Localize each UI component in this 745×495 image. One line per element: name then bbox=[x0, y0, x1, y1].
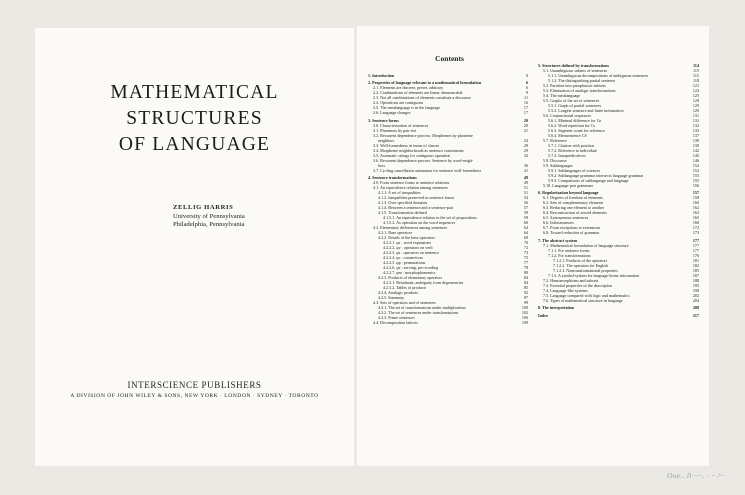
toc-entry-page: 21 bbox=[523, 127, 528, 133]
toc-entry-title: 4.2.3.2. Tables of products bbox=[383, 285, 427, 291]
toc-entry-title: 4.0. From sentence forms to sentence relations bbox=[373, 180, 450, 186]
toc-entry-page: 155 bbox=[692, 177, 699, 183]
toc-entry-page: 36 bbox=[523, 162, 528, 168]
toc-entry-page: 16 bbox=[523, 100, 528, 106]
toc-entry-page: 24 bbox=[523, 137, 528, 143]
toc-entry-title: 5.5.2. Longest sentence and finite information bbox=[548, 107, 624, 113]
toc-entry-page: 17 bbox=[523, 105, 528, 111]
toc-entry-title: 5.1.2. The distinguishing partial sentence bbox=[548, 77, 616, 83]
toc-entry-title: 6.8. Toward reduction of grammar bbox=[543, 230, 600, 236]
toc-entry-page: 177 bbox=[692, 237, 699, 243]
toc-entry-title: 4.3. Sets of operators and of sentences bbox=[373, 300, 436, 306]
toc-entry-title: 4.2.2.5. φp : permutations bbox=[383, 260, 426, 266]
toc-entry-title: 4.1.2. Inequalities preserved in sentence forms bbox=[378, 195, 455, 201]
toc-entry-page: 99 bbox=[523, 300, 528, 306]
toc-entry-page: 72 bbox=[523, 245, 528, 251]
toc-entry-page: 187 bbox=[692, 272, 699, 278]
title-line-2: STRUCTURES bbox=[126, 108, 263, 129]
toc-entry-title: neighbors bbox=[378, 137, 395, 143]
contents-page bbox=[357, 26, 709, 466]
toc-entry bbox=[538, 183, 699, 188]
toc-entry-title: 5.6.4. Metasentence CS bbox=[548, 132, 587, 138]
toc-entry-title: 6.6. Infrasentences bbox=[543, 220, 574, 226]
toc-entry-title: 4.1.3. Over specified domains bbox=[378, 200, 428, 206]
toc-column-right bbox=[538, 60, 699, 318]
toc-entry-page: 131 bbox=[692, 117, 699, 123]
toc-entry-title: 7.2. Homomorphisms and subsets bbox=[543, 277, 599, 283]
toc-entry-title: 5.7. Reference bbox=[543, 137, 567, 143]
toc-entry-title: 8. The interpretation bbox=[538, 305, 575, 311]
toc-entry-page: 195 bbox=[692, 282, 699, 288]
toc-entry-page: 158 bbox=[692, 195, 699, 201]
toc-entry-title: 6.4. Reconstruction of zeroed elements bbox=[543, 210, 607, 216]
toc-entry-page: 129 bbox=[692, 97, 699, 103]
toc-entry-title: 5.10. Language-pair grammars bbox=[543, 182, 594, 188]
toc-entry-title: 7.1.3. A symbol-system for language-borne information bbox=[548, 272, 640, 278]
title-line-3: OF LANGUAGE bbox=[118, 134, 271, 155]
toc-entry-title: 4.2.2.1. φs : word expansions bbox=[383, 240, 432, 246]
toc-entry-page: 106 bbox=[521, 315, 528, 321]
toc-entry-page: 57 bbox=[523, 205, 528, 211]
toc-entry-page: 139 bbox=[692, 142, 699, 148]
toc-entry-page: 6 bbox=[525, 85, 528, 91]
toc-entry-title: 3.6. Recurrent dependence process: Sentence by word-neigh- bbox=[373, 157, 474, 163]
toc-entry-page: 132 bbox=[692, 122, 699, 128]
toc-entry-title: 5.1.1. Unambiguous decompositions of ambiguous sentences bbox=[548, 72, 649, 78]
toc-entry-title: 3. Sentence forms bbox=[368, 117, 399, 123]
toc-entry-title: 5.6.2. Word repetition for Cs bbox=[548, 122, 596, 128]
toc-entry-title: 5. Structures defined by transformations bbox=[538, 62, 609, 68]
toc-entry bbox=[538, 298, 699, 303]
title-line-1: MATHEMATICAL bbox=[110, 82, 279, 103]
toc-entry-page: 20 bbox=[523, 122, 528, 128]
toc-entry-page: 152 bbox=[692, 162, 699, 168]
toc-entry-title: 5.6.1. Minimal difference for Cn bbox=[548, 117, 602, 123]
toc-entry-title: 4.2.3. Products of elementary operators bbox=[378, 275, 443, 281]
toc-entry-page: 182 bbox=[692, 262, 699, 268]
toc-entry-title: 5.5.1. Graph of partial sentences bbox=[548, 102, 602, 108]
toc-entry-title: 4.2.2.7. φm : morphophonemics bbox=[383, 270, 436, 276]
toc-entry-title: 7.1.2.2. The operators for English bbox=[553, 262, 609, 268]
toc-entry-page: 49 bbox=[523, 180, 528, 186]
toc-entry-title: 7.3. Essential properties of the description bbox=[543, 282, 613, 288]
toc-entry-title: 7.4. Language-like systems bbox=[543, 287, 588, 293]
toc-entry-page: 51 bbox=[523, 190, 528, 196]
toc-entry-page: 75 bbox=[523, 255, 528, 261]
toc-entry-title: 6. Regularization beyond language bbox=[538, 190, 599, 196]
toc-entry-page: 100 bbox=[521, 305, 528, 311]
toc-entry-page: 78 bbox=[523, 265, 528, 271]
toc-entry bbox=[368, 110, 528, 115]
toc-entry-page: 177 bbox=[692, 247, 699, 253]
toc-entry-page: 139 bbox=[692, 137, 699, 143]
toc-entry-page: 51 bbox=[523, 185, 528, 191]
toc-entry-title: 4.3.3. Prime sentences bbox=[378, 315, 415, 321]
toc-entry-page: 59 bbox=[523, 215, 528, 221]
toc-entry-page: 155 bbox=[692, 172, 699, 178]
toc-entry-page: 156 bbox=[692, 182, 699, 188]
publisher-division: A DIVISION OF JOHN WILEY & SONS, NEW YORK · LONDON · SYDNEY · TORONTO bbox=[70, 393, 319, 399]
toc-entry-page: 102 bbox=[521, 310, 528, 316]
toc-entry-title: 4.1.5.1. An equivalence relation in the set of propositions bbox=[383, 215, 477, 221]
toc-entry-page: 70 bbox=[523, 240, 528, 246]
toc-entry-page: 28 bbox=[523, 142, 528, 148]
toc-entry-title: 4.1.4. Between a sentence and a sentence-pair bbox=[378, 205, 454, 211]
toc-entry-page: 109 bbox=[521, 320, 528, 326]
toc-entry-title: 5.9.2. Sublanguage grammar intersects language grammar bbox=[548, 172, 644, 178]
toc-entry-title: 4. Sentence transformations bbox=[368, 175, 417, 181]
publisher-block bbox=[35, 380, 354, 399]
toc-entry bbox=[538, 313, 699, 318]
toc-entry-title: 4.2.1. Base operators bbox=[378, 230, 413, 236]
toc-entry-page: 173 bbox=[692, 230, 699, 236]
toc-entry-title: 4.2.2.4. φc : connectives bbox=[383, 255, 423, 261]
toc-entry-page: 32 bbox=[523, 152, 528, 158]
toc-entry-title: Index bbox=[538, 312, 549, 318]
toc-entry-title: 5.9.1. Sublanguages of sciences bbox=[548, 167, 601, 173]
author-affiliation: University of Pennsylvania bbox=[173, 212, 245, 220]
toc-entry-page: 172 bbox=[692, 225, 699, 231]
toc-entry-page: 142 bbox=[692, 147, 699, 153]
toc-entry-title: 7.5. Language compared with logic and mathematics bbox=[543, 292, 630, 298]
artist-signature: Ooe.. ll·····. · ·· /·· bbox=[667, 471, 725, 480]
toc-entry-page: 125 bbox=[692, 92, 699, 98]
toc-entry-page: 160 bbox=[692, 200, 699, 206]
toc-column-left bbox=[368, 70, 528, 325]
toc-entry-page: 6 bbox=[525, 80, 528, 86]
toc-entry-page: 177 bbox=[692, 242, 699, 248]
toc-entry-page: 121 bbox=[692, 82, 699, 88]
toc-entry-title: 3.4. Morpheme neighborhoods as sentence constituents bbox=[373, 147, 464, 153]
toc-entry-title: 4.2.5. Summary bbox=[378, 295, 405, 301]
toc-entry bbox=[368, 168, 528, 173]
toc-entry-title: 7.6. Types of mathematical structure in language bbox=[543, 297, 623, 303]
toc-entry-page: 145 bbox=[692, 152, 699, 158]
toc-entry-page: 1 bbox=[525, 72, 528, 78]
contents-heading: Contents bbox=[435, 54, 464, 63]
toc-entry-page: 29 bbox=[523, 147, 528, 153]
toc-entry-page: 163 bbox=[692, 210, 699, 216]
toc-entry-title: 4.2.2.6. φz : zeroing, pro-wording bbox=[383, 265, 439, 271]
toc-entry-page: 198 bbox=[692, 287, 699, 293]
toc-entry-page: 202 bbox=[692, 292, 699, 298]
toc-entry-title: 7.1.2.1. Products of the operators bbox=[553, 257, 608, 263]
toc-entry-page: 80 bbox=[523, 270, 528, 276]
toc-entry-title: 4.3.1. The set of transformations under multiplication bbox=[378, 305, 466, 311]
toc-entry-title: 4.2.3.1. Resultants; ambiguity from degeneracies bbox=[383, 280, 464, 286]
toc-entry-page: 115 bbox=[693, 72, 699, 78]
toc-entry-title: 2. Properties of language relevant to a mathematical formulation bbox=[368, 80, 481, 86]
author-name: ZELLIG HARRIS bbox=[173, 204, 234, 211]
toc-entry-page: 69 bbox=[523, 235, 528, 241]
toc-entry-title: 5.7.3. Intrapredicatives bbox=[548, 152, 586, 158]
toc-entry-page: 131 bbox=[692, 112, 699, 118]
toc-entry-page: 118 bbox=[693, 77, 699, 83]
toc-entry-page: 64 bbox=[523, 230, 528, 236]
toc-entry-title: 4.4. Decomposition lattices bbox=[373, 320, 418, 326]
toc-entry-title: 7. The abstract system bbox=[538, 237, 578, 243]
toc-entry-page: 137 bbox=[692, 132, 699, 138]
toc-entry bbox=[368, 320, 528, 325]
toc-entry-page: 146 bbox=[692, 157, 699, 163]
toc-entry-title: 4.1.5.2. As operation on the word sequences bbox=[383, 220, 456, 226]
toc-entry-title: 3.0. Characterization of sentences bbox=[373, 122, 429, 128]
toc-entry-page: 181 bbox=[692, 257, 699, 263]
toc-entry-page: 185 bbox=[692, 267, 699, 273]
toc-entry-page: 115 bbox=[693, 67, 699, 73]
toc-entry-page: 85 bbox=[523, 285, 528, 291]
toc-entry-title: bors bbox=[378, 162, 386, 168]
toc-entry-page: 54 bbox=[523, 195, 528, 201]
toc-entry-title: 5.4. The metalanguage bbox=[543, 92, 581, 98]
toc-entry-title: 4.1.1. A set of inequalities bbox=[378, 190, 421, 196]
toc-entry bbox=[538, 230, 699, 235]
toc-entry-page: 157 bbox=[692, 190, 699, 196]
toc-entry-title: 3.7. Cycling cancellation automaton for sentence well-formedness bbox=[373, 167, 482, 173]
toc-entry-page: 124 bbox=[692, 87, 699, 93]
toc-entry-page: 77 bbox=[523, 260, 528, 266]
toc-entry-title: 5.9.3. Comparisons of sublanguage and language bbox=[548, 177, 629, 183]
toc-entry-title: 2.2. Combinations of elements are linear, denumerable bbox=[373, 90, 463, 96]
toc-entry-title: 4.2.2.3. φs : operators on sentence bbox=[383, 250, 439, 256]
toc-entry-page: 64 bbox=[523, 225, 528, 231]
toc-entry-title: 7.1.2. For transformations bbox=[548, 252, 591, 258]
toc-entry-title: 3.3. Well-formedness in terms of classes bbox=[373, 142, 440, 148]
toc-entry-page: 208 bbox=[692, 305, 699, 311]
author-block bbox=[173, 204, 245, 230]
toc-entry-title: 3.2. Recurrent dependence process: Morphemes by phoneme bbox=[373, 132, 473, 138]
toc-entry-page: 73 bbox=[523, 250, 528, 256]
toc-entry-page: 20 bbox=[523, 117, 528, 123]
toc-entry bbox=[368, 73, 528, 78]
toc-entry-page: 9 bbox=[525, 90, 528, 96]
book-title bbox=[35, 80, 354, 158]
toc-entry-title: 1. Introduction bbox=[368, 72, 395, 78]
toc-entry-page: 152 bbox=[692, 167, 699, 173]
toc-entry-title: 6.7. From exceptions to extensions bbox=[543, 225, 601, 231]
toc-entry-title: 3.1. Phonemes by pair test bbox=[373, 127, 417, 133]
toc-entry-page: 84 bbox=[523, 280, 528, 286]
toc-entry-title: 4.2.4. Analogic products bbox=[378, 290, 419, 296]
toc-entry-page: 165 bbox=[692, 215, 699, 221]
toc-entry-page: 49 bbox=[523, 175, 528, 181]
toc-entry-title: 5.5. Graphs of the set of sentences bbox=[543, 97, 600, 103]
toc-entry-title: 4.1. An equivalence relation among sentences bbox=[373, 185, 448, 191]
toc-entry-page: 217 bbox=[692, 312, 699, 318]
toc-entry-title: 2.4. Operations are contiguous bbox=[373, 100, 424, 106]
toc-entry-page: 204 bbox=[692, 297, 699, 303]
toc-entry-title: 4.2. Elementary differences among sentences bbox=[373, 225, 448, 231]
toc-entry-page: 114 bbox=[693, 62, 699, 68]
toc-entry-title: 6.2. Sets of complementary elements bbox=[543, 200, 604, 206]
toc-entry-page: 92 bbox=[523, 290, 528, 296]
toc-entry-title: 4.1.5. Transformation defined bbox=[378, 210, 427, 216]
toc-entry-title: 2.3. Not all combinations of elements constitute a discourse bbox=[373, 95, 471, 101]
toc-entry-title: 5.1. Unambiguous subsets of sentences bbox=[543, 67, 608, 73]
toc-entry-page: 129 bbox=[692, 102, 699, 108]
toc-entry-page: 60 bbox=[523, 220, 528, 226]
author-location: Philadelphia, Pennsylvania bbox=[173, 221, 245, 228]
toc-entry-title: 5.9. Sublanguages bbox=[543, 162, 573, 168]
toc-entry-title: 4.2.2. Details of the base operators bbox=[378, 235, 435, 241]
toc-entry-title: 6.5. Synonymous sentences bbox=[543, 215, 589, 221]
publisher-name: INTERSCIENCE PUBLISHERS bbox=[127, 380, 262, 390]
toc-entry-page: 11 bbox=[524, 95, 528, 101]
toc-entry-page: 188 bbox=[692, 277, 699, 283]
toc-entry-title: 7.1. Mathematical formulation of language structure bbox=[543, 242, 629, 248]
toc-entry-page: 59 bbox=[523, 210, 528, 216]
toc-entry bbox=[538, 305, 699, 310]
toc-entry-title: 4.2.2.2. φv : operators on verb bbox=[383, 245, 433, 251]
toc-entry-title: 5.6.3. Segment count for reference bbox=[548, 127, 605, 133]
toc-entry-title: 5.3. Elimination of analogic transformations bbox=[543, 87, 616, 93]
toc-entry-title: 7.1.2.3. Nontransformational properties bbox=[553, 267, 618, 273]
toc-entry-title: 5.6. Conjunctional sequences bbox=[543, 112, 591, 118]
toc-entry-page: 176 bbox=[692, 252, 699, 258]
toc-entry-title: 6.3. Reducing one element to another bbox=[543, 205, 605, 211]
toc-entry-title: 5.7.2. Reference to individual bbox=[548, 147, 597, 153]
toc-entry-page: 129 bbox=[692, 107, 699, 113]
toc-entry-page: 17 bbox=[523, 110, 528, 116]
toc-entry-page: 168 bbox=[692, 220, 699, 226]
toc-entry-page: 41 bbox=[523, 167, 528, 173]
title-page bbox=[35, 28, 354, 466]
toc-entry-page: 56 bbox=[523, 200, 528, 206]
toc-entry-title: 7.1.1. For sentence forms bbox=[548, 247, 590, 253]
toc-entry-page: 133 bbox=[692, 127, 699, 133]
toc-entry-title: 2.1. Elements are discrete, preset, arbitrary bbox=[373, 85, 444, 91]
toc-entry-title: 2.5. The metalanguage is in the language bbox=[373, 105, 440, 111]
toc-entry-page: 162 bbox=[692, 205, 699, 211]
toc-entry-page: 97 bbox=[523, 295, 528, 301]
toc-entry-title: 5.7.1. Citation with position bbox=[548, 142, 594, 148]
toc-entry-title: 5.2. Partition into paraphrastic subsets bbox=[543, 82, 606, 88]
toc-entry-title: 4.3.2. The set of sentences under transformations bbox=[378, 310, 459, 316]
toc-entry-title: 3.5. Axiomatic strings for contiguous operation bbox=[373, 152, 451, 158]
toc-entry-title: 5.8. Discourse bbox=[543, 157, 567, 163]
toc-entry-title: 6.1. Degrees of freedom of elements bbox=[543, 195, 603, 201]
toc-entry-page: 84 bbox=[523, 275, 528, 281]
toc-entry-title: 2.6. Language changes bbox=[373, 110, 411, 116]
